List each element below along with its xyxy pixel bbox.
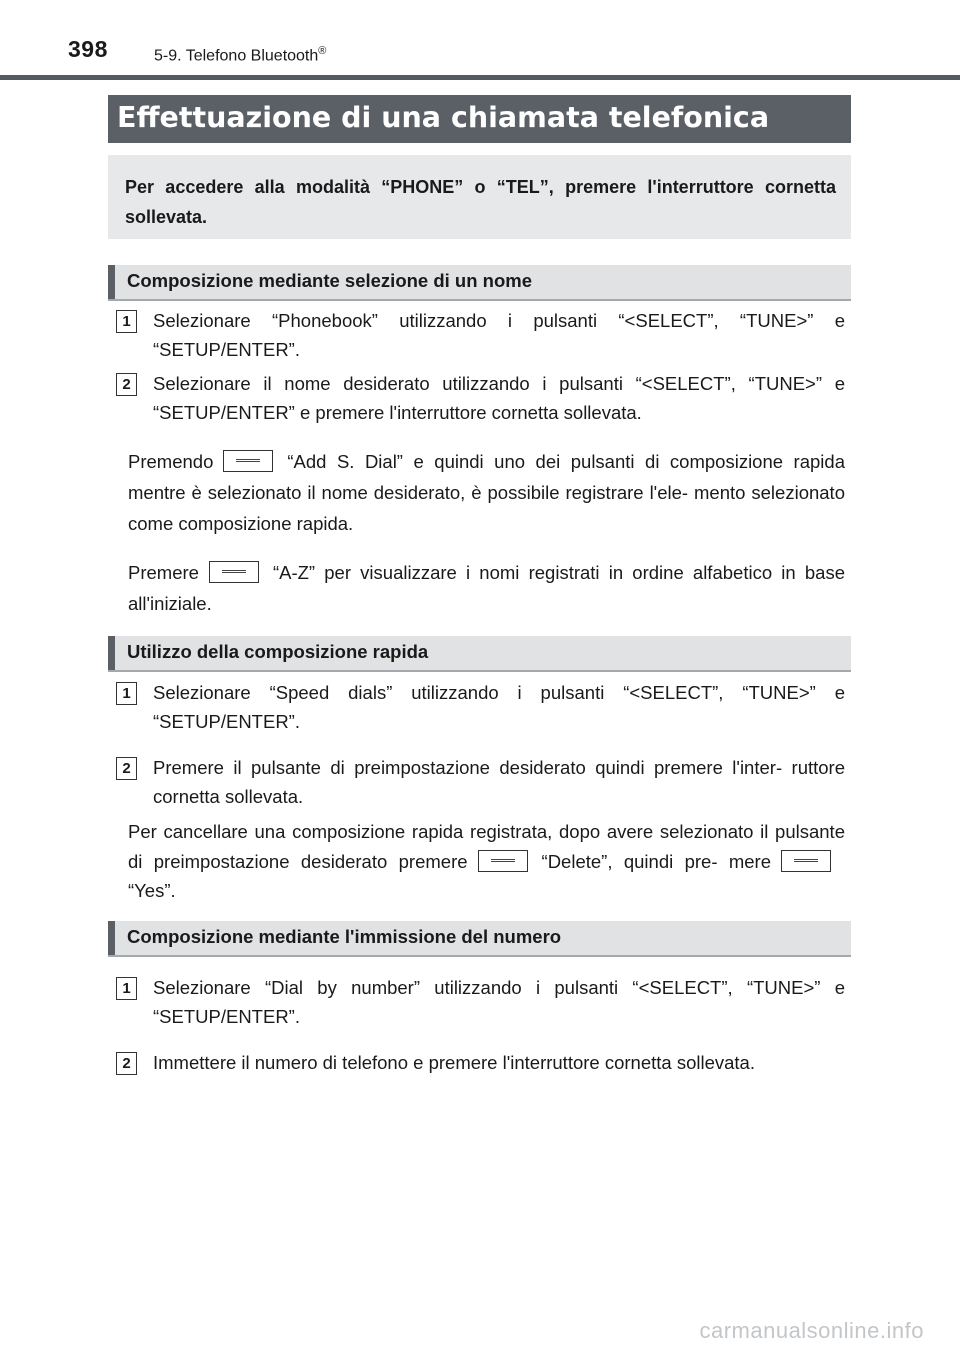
menu-button-icon — [209, 561, 259, 583]
menu-button-icon — [781, 850, 831, 872]
note-text-after: “Add S. Dial” e quindi uno dei pulsanti di composizione rapida mentre è selezionato il nome desiderato, è possibile registrare l'ele- mento selezionato come composizione rapida. — [128, 451, 845, 534]
registered-mark: ® — [318, 45, 327, 57]
note-text-part3: “Yes”. — [128, 880, 176, 901]
page-number: 398 — [68, 36, 108, 62]
step-number: 1 — [116, 310, 137, 333]
step-number: 1 — [116, 977, 137, 1000]
step-text: Selezionare “Phonebook” utilizzando i pulsanti “<SELECT”, “TUNE>” e “SETUP/ENTER”. — [153, 310, 845, 360]
heading-accent-bar — [108, 636, 115, 670]
step-number: 1 — [116, 682, 137, 705]
menu-button-icon — [223, 450, 273, 472]
section-heading-label: Composizione mediante selezione di un nome — [127, 270, 533, 291]
note-text-before: Premendo — [128, 451, 214, 472]
step-text: Premere il pulsante di preimpostazione desiderato quindi premere l'inter- ruttore cornetta sollevata. — [153, 757, 845, 807]
step-text: Selezionare il nome desiderato utilizzando i pulsanti “<SELECT”, “TUNE>” e “SETUP/ENTER” e premere l'interruttore cornetta sollevata. — [153, 373, 845, 423]
section-heading-speed-dial — [108, 636, 851, 672]
step-text: Selezionare “Speed dials” utilizzando i pulsanti “<SELECT”, “TUNE>” e “SETUP/ENTER”. — [153, 682, 845, 732]
section-heading-label: Composizione mediante l'immissione del numero — [127, 926, 562, 947]
note-add-speed-dial — [128, 446, 845, 539]
header-rule — [0, 75, 960, 80]
page-header — [0, 0, 960, 80]
section-heading-name-dial — [108, 265, 851, 301]
note-a-z — [128, 557, 845, 619]
heading-accent-bar — [108, 265, 115, 299]
note-text-after: “A-Z” per visualizzare i nomi registrati in ordine alfabetico in base all'iniziale. — [128, 562, 845, 614]
note-text-part1: Per cancellare una composizione rapida registrata, dopo avere selezionato il pulsante di preimpostazione desiderato premere — [128, 821, 845, 872]
heading-accent-bar — [108, 921, 115, 955]
menu-button-icon — [478, 850, 528, 872]
step-number: 2 — [116, 1052, 137, 1075]
intro-text: Per accedere alla modalità “PHONE” o “TEL”, premere l'interruttore cornetta sollevata. — [125, 177, 836, 227]
step-number: 2 — [116, 757, 137, 780]
section-heading-number-dial — [108, 921, 851, 957]
page-title: Effettuazione di una chiamata telefonica — [117, 101, 770, 134]
page-title-bar — [108, 95, 851, 143]
watermark: carmanualsonline.info — [699, 1318, 924, 1343]
note-delete-speed-dial — [128, 817, 845, 906]
section-heading-label: Utilizzo della composizione rapida — [127, 641, 429, 662]
step-text: Selezionare “Dial by number” utilizzando i pulsanti “<SELECT”, “TUNE>” e “SETUP/ENTER”. — [153, 977, 845, 1027]
step-text: Immettere il numero di telefono e premere l'interruttore cornetta sollevata. — [153, 1052, 755, 1073]
intro-box — [108, 155, 851, 239]
note-text-part2: “Delete”, quindi pre- mere — [541, 850, 771, 872]
section-title-text: 5-9. Telefono Bluetooth — [154, 47, 319, 65]
section-title — [154, 45, 326, 65]
note-text-before: Premere — [128, 562, 199, 583]
step-number: 2 — [116, 373, 137, 396]
